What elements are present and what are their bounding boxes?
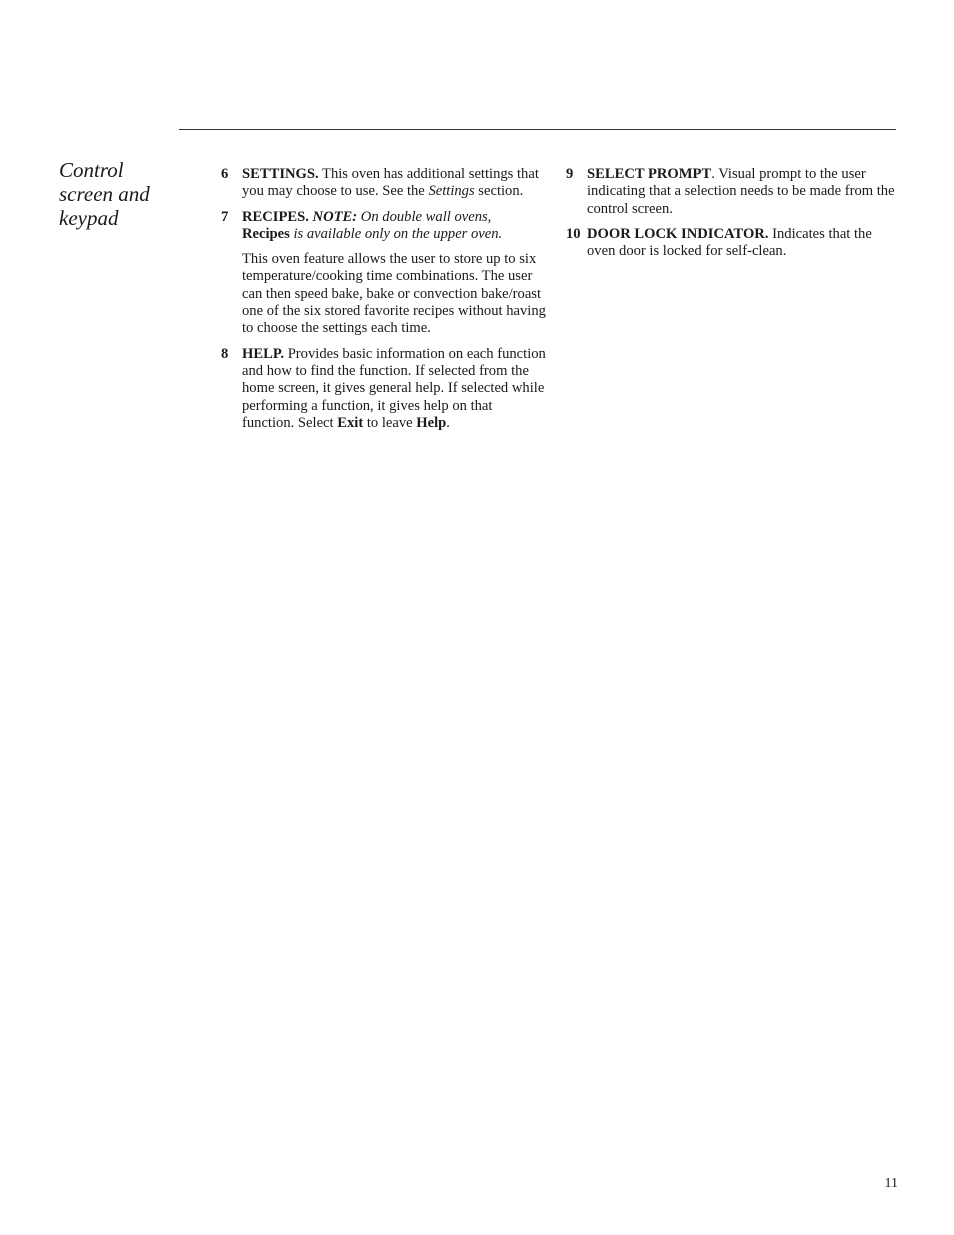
item-note: RECIPES. NOTE: On double wall ovens, Recipes is available only on the upper oven. bbox=[242, 208, 503, 242]
settings-reference: Settings bbox=[428, 183, 475, 200]
item-paragraph: This oven feature allows the user to store up to six temperature/cooking time combinations. The user can then speed bake, bake or convection bake/roast one of the six stored favorite recipes without having to choose the settings each time. bbox=[242, 251, 546, 337]
item-number: 6 bbox=[221, 166, 229, 182]
item-text: SETTINGS. This oven has additional settings that you may choose to use. See the Settings section. bbox=[242, 166, 539, 200]
item-heading: SELECT PROMPT bbox=[587, 166, 712, 182]
item-number: 8 bbox=[221, 345, 229, 362]
page-number: 11 bbox=[884, 1176, 898, 1191]
list-item-help bbox=[221, 346, 546, 432]
item-number: 10 bbox=[566, 225, 581, 242]
list-item-recipes bbox=[221, 209, 546, 338]
section-title-line-3: keypad bbox=[59, 206, 119, 230]
item-heading: RECIPES. bbox=[242, 208, 309, 225]
item-text: DOOR LOCK INDICATOR. Indicates that the oven door is locked for self-clean. bbox=[587, 225, 872, 260]
item-heading: SETTINGS. bbox=[242, 166, 319, 182]
item-text: HELP. Provides basic information on each function and how to find the function. If selected from the home screen, it gives general help. If selected while performing a function, it gives help on that function. Select Exit to leave Help. bbox=[242, 345, 546, 431]
list-item-settings bbox=[221, 166, 546, 201]
section-title bbox=[59, 158, 184, 230]
list-item-door-lock-indicator bbox=[566, 226, 898, 261]
right-column bbox=[566, 166, 898, 268]
item-number: 9 bbox=[566, 166, 574, 182]
exit-reference: Exit bbox=[337, 414, 364, 431]
help-reference: Help bbox=[416, 414, 447, 431]
item-text: SELECT PROMPT. Visual prompt to the user indicating that a selection needs to be made from the control screen. bbox=[587, 166, 895, 217]
item-number: 7 bbox=[221, 208, 229, 225]
section-title-line-1: Control bbox=[59, 158, 124, 182]
recipes-reference: Recipes bbox=[242, 225, 290, 242]
item-heading: DOOR LOCK INDICATOR. bbox=[587, 225, 769, 242]
list-item-select-prompt bbox=[566, 166, 898, 218]
item-heading: HELP. bbox=[242, 345, 285, 362]
section-title-line-2: screen and bbox=[59, 182, 150, 206]
note-label: NOTE: bbox=[308, 208, 358, 225]
header-rule bbox=[179, 129, 896, 130]
left-column bbox=[221, 166, 546, 440]
